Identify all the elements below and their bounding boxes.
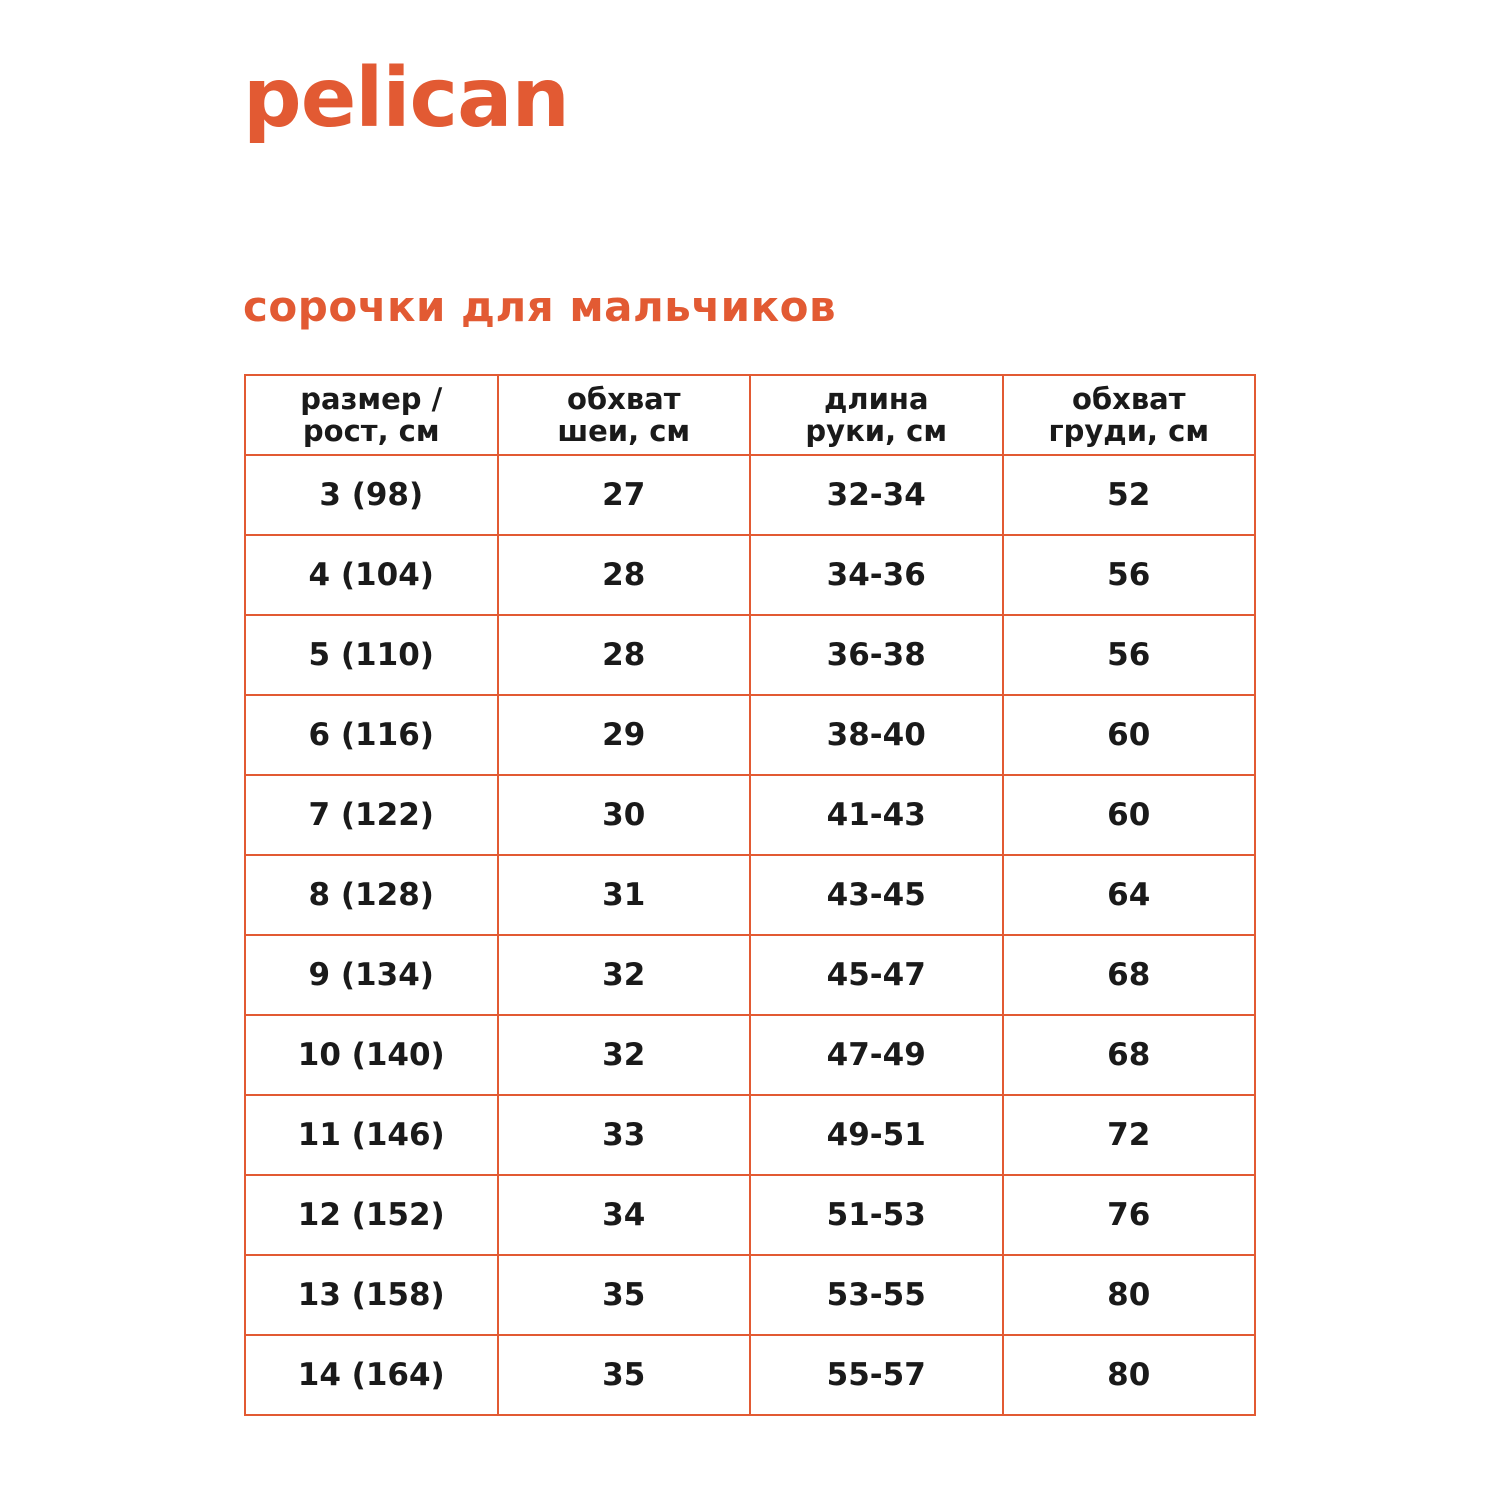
cell-sleeve: 38-40 — [750, 695, 1003, 775]
cell-neck: 28 — [498, 615, 751, 695]
cell-chest: 60 — [1003, 695, 1256, 775]
table-row — [245, 855, 1255, 935]
cell-neck: 29 — [498, 695, 751, 775]
header-line: шеи, см — [557, 414, 691, 448]
header-chest — [1003, 375, 1256, 455]
header-line: обхват — [1071, 382, 1186, 416]
table-row — [245, 1095, 1255, 1175]
header-size-height — [245, 375, 498, 455]
cell-size: 6 (116) — [245, 695, 498, 775]
cell-neck: 32 — [498, 935, 751, 1015]
cell-sleeve: 47-49 — [750, 1015, 1003, 1095]
table-row — [245, 1175, 1255, 1255]
cell-chest: 64 — [1003, 855, 1256, 935]
cell-chest: 76 — [1003, 1175, 1256, 1255]
page-title: сорочки для мальчиков — [243, 282, 837, 331]
cell-neck: 34 — [498, 1175, 751, 1255]
header-line: груди, см — [1048, 414, 1210, 448]
cell-neck: 28 — [498, 535, 751, 615]
header-line: руки, см — [805, 414, 948, 448]
cell-size: 9 (134) — [245, 935, 498, 1015]
cell-neck: 35 — [498, 1335, 751, 1415]
cell-neck: 33 — [498, 1095, 751, 1175]
cell-size: 4 (104) — [245, 535, 498, 615]
table-row — [245, 1015, 1255, 1095]
cell-size: 10 (140) — [245, 1015, 498, 1095]
cell-size: 7 (122) — [245, 775, 498, 855]
table-row — [245, 775, 1255, 855]
cell-sleeve: 55-57 — [750, 1335, 1003, 1415]
cell-size: 8 (128) — [245, 855, 498, 935]
cell-sleeve: 36-38 — [750, 615, 1003, 695]
cell-chest: 80 — [1003, 1255, 1256, 1335]
table-row — [245, 535, 1255, 615]
cell-sleeve: 53-55 — [750, 1255, 1003, 1335]
header-line: обхват — [566, 382, 681, 416]
table-row — [245, 1255, 1255, 1335]
header-line: размер / — [300, 382, 443, 416]
header-line: рост, см — [302, 414, 440, 448]
cell-size: 14 (164) — [245, 1335, 498, 1415]
cell-size: 3 (98) — [245, 455, 498, 535]
cell-chest: 68 — [1003, 1015, 1256, 1095]
table-row — [245, 695, 1255, 775]
size-chart-table — [244, 374, 1256, 1416]
cell-sleeve: 51-53 — [750, 1175, 1003, 1255]
cell-neck: 30 — [498, 775, 751, 855]
table-row — [245, 455, 1255, 535]
table-row — [245, 935, 1255, 1015]
header-line: длина — [823, 382, 929, 416]
cell-neck: 32 — [498, 1015, 751, 1095]
cell-chest: 72 — [1003, 1095, 1256, 1175]
table-row — [245, 1335, 1255, 1415]
cell-size: 11 (146) — [245, 1095, 498, 1175]
table-header-row — [245, 375, 1255, 455]
cell-chest: 80 — [1003, 1335, 1256, 1415]
cell-chest: 60 — [1003, 775, 1256, 855]
cell-sleeve: 45-47 — [750, 935, 1003, 1015]
header-neck — [498, 375, 751, 455]
brand-logo: pelican — [243, 51, 569, 146]
header-sleeve — [750, 375, 1003, 455]
cell-size: 13 (158) — [245, 1255, 498, 1335]
cell-sleeve: 34-36 — [750, 535, 1003, 615]
cell-sleeve: 32-34 — [750, 455, 1003, 535]
cell-sleeve: 49-51 — [750, 1095, 1003, 1175]
cell-size: 5 (110) — [245, 615, 498, 695]
cell-chest: 68 — [1003, 935, 1256, 1015]
cell-sleeve: 43-45 — [750, 855, 1003, 935]
cell-chest: 56 — [1003, 615, 1256, 695]
cell-chest: 52 — [1003, 455, 1256, 535]
cell-chest: 56 — [1003, 535, 1256, 615]
cell-size: 12 (152) — [245, 1175, 498, 1255]
cell-sleeve: 41-43 — [750, 775, 1003, 855]
cell-neck: 31 — [498, 855, 751, 935]
cell-neck: 35 — [498, 1255, 751, 1335]
table-row — [245, 615, 1255, 695]
cell-neck: 27 — [498, 455, 751, 535]
